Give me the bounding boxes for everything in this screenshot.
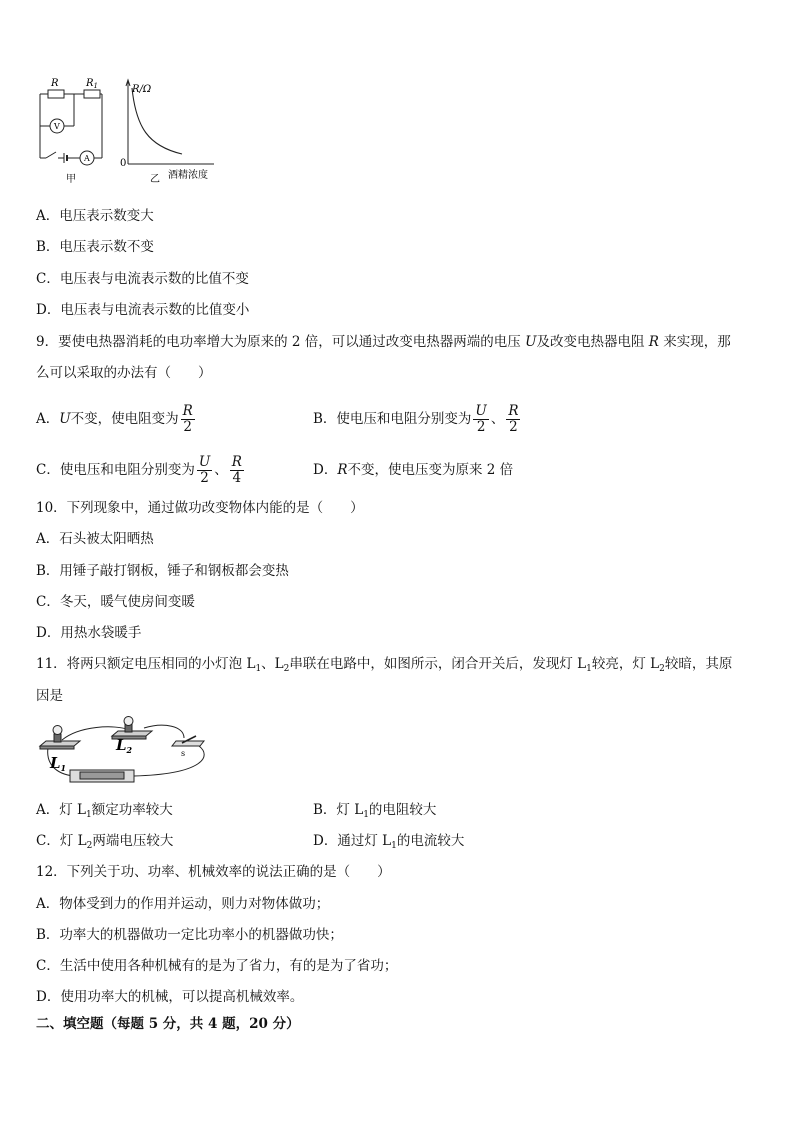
section-title-fill-in: 二、填空题（每题 5 分，共 4 题，20 分）: [36, 1016, 300, 1032]
switch-icon: [46, 152, 56, 158]
q11-option-d: D．通过灯 $L_1$的电流较大: [313, 833, 465, 851]
q9-stem: 9．要使电热器消耗的电功率增大为原来的 2 倍，可以通过改变电热器两端的电压 U及改变电热器电阻 R 来实现，那: [36, 334, 731, 350]
caption-jia: 甲: [66, 174, 76, 184]
q9-option-c: C．使电压和电阻分别变为 $\frac{U}{2}$ 、 $\frac{R}{4}$: [36, 454, 242, 486]
fraction-r-over-4: $\frac{R}{4}$: [231, 454, 242, 486]
q11-option-a: A．灯 $L_1$额定功率较大: [36, 802, 173, 820]
label-l1: $L_1$: [50, 754, 67, 773]
fraction-r-over-2: $\frac{R}{2}$: [508, 403, 519, 435]
q11-option-c: C．灯 $L_2$两端电压较大: [36, 833, 174, 851]
q8-option-c: C．电压表与电流表示数的比值不变: [36, 271, 249, 287]
q10-option-a: A．石头被太阳晒热: [36, 531, 154, 547]
label-a: A: [84, 154, 90, 163]
bulb-l1-icon: [54, 734, 61, 742]
q9-option-a: A．U不变，使电阻变为 $\frac{R}{2}$: [36, 403, 193, 435]
caption-yi: 乙: [150, 174, 160, 184]
q12-option-d: D．使用功率大的机械，可以提高机械效率。: [36, 989, 304, 1005]
q8-option-d: D．电压表与电流表示数的比值变小: [36, 302, 250, 318]
q10-stem: 10．下列现象中，通过做功改变物体内能的是（ ）: [36, 500, 364, 516]
fraction-u-over-2: $\frac{U}{2}$: [198, 454, 211, 486]
q9-option-b: B．使电压和电阻分别变为 $\frac{U}{2}$ 、 $\frac{R}{2}$: [313, 403, 519, 435]
fraction-u-over-2: $\frac{U}{2}$: [475, 403, 487, 435]
q12-option-a: A．物体受到力的作用并运动，则力对物体做功；: [36, 896, 330, 912]
q8-option-b: B．电压表示数不变: [36, 239, 154, 255]
resistance-curve: [132, 88, 182, 154]
q12-option-b: B．功率大的机器做功一定比功率小的机器做功快；: [36, 927, 343, 943]
label-s: s: [181, 749, 186, 758]
q11-figure: [34, 716, 214, 786]
q10-option-d: D．用热水袋暖手: [36, 625, 142, 641]
q12-option-c: C．生活中使用各种机械有的是为了省力，有的是为了省功；: [36, 958, 398, 974]
q10-option-c: C．冬天，暖气使房间变暖: [36, 594, 195, 610]
resistor-r1: [84, 90, 100, 98]
label-r1: $R_1$: [86, 78, 98, 90]
q11-stem: 11．将两只额定电压相同的小灯泡 $L_1$、$L_2$串联在电路中，如图所示，闭合开关后，发现灯 $L_1$较亮，灯 $L_2$较暗，其原: [36, 656, 733, 674]
switch-icon: [172, 741, 204, 746]
label-l2: $L_2$: [116, 736, 133, 755]
label-v: V: [54, 122, 60, 131]
graph-x-label: 酒精浓度: [168, 170, 208, 181]
q9-stem-line2: 么可以采取的办法有（ ）: [36, 365, 212, 381]
q10-option-b: B．用锤子敲打钢板，锤子和钢板都会变热: [36, 563, 289, 579]
q12-stem: 12．下列关于功、功率、机械效率的说法正确的是（ ）: [36, 864, 391, 880]
q9-option-d: D．R不变，使电压变为原来 2 倍: [313, 462, 514, 478]
label-r: R: [51, 78, 59, 89]
q8-option-a: A．电压表示数变大: [36, 208, 154, 224]
resistor-r: [48, 90, 64, 98]
q8-figure: [32, 72, 232, 184]
graph-y-label: R/Ω: [132, 84, 152, 95]
q11-option-b: B．灯 $L_1$的电阻较大: [313, 802, 437, 820]
q11-stem-line2: 因是: [36, 688, 63, 704]
fraction-r-over-2: $\frac{R}{2}$: [182, 403, 193, 435]
graph-origin: 0: [120, 158, 127, 169]
